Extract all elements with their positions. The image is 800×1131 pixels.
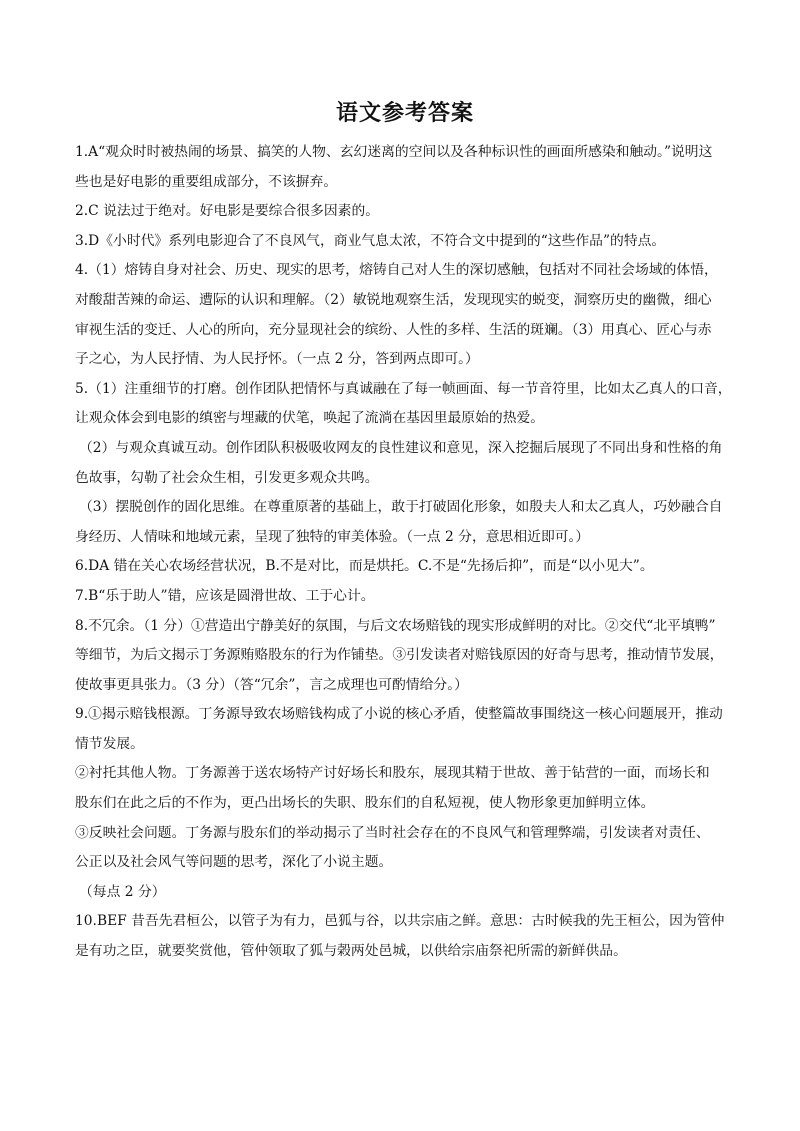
answer-line: 1.A“观众时时被热闹的场景、搞笑的人物、玄幻迷离的空间以及各种标识性的画面所感染和触动。”说明这 xyxy=(75,144,713,160)
answer-line: （2）与观众真诚互动。创作团队积极吸收网友的良性建议和意见，深入挖掘后展现了不同出身和性格的角 xyxy=(79,439,723,456)
answer-line: 等细节，为后文揭示丁务源贿赂股东的行为作铺垫。③引发读者对赔钱原因的好奇与思考，推动情节发展， xyxy=(75,647,724,664)
answer-line: 10.BEF 昔吾先君桓公，以管子为有力，邑狐与谷，以共宗庙之鲜。意思：古时候我的先王桓公，因为管仲 xyxy=(75,913,725,930)
answer-line: 情节发展。 xyxy=(75,735,144,752)
answer-line: （每点 2 分） xyxy=(79,883,166,900)
answer-line: 6.DA 错在关心农场经营状况，B.不是对比，而是烘托。C.不是“先扬后抑”，而是“以小见大”。 xyxy=(75,558,654,575)
answer-line: 是有功之臣，就要奖赏他，管仲领取了狐与榖两处邑城，以供给宗庙祭祀所需的新鲜供品。 xyxy=(75,943,627,960)
answer-line: 2.C 说法过于绝对。好电影是要综合很多因素的。 xyxy=(75,203,380,220)
page-title: 语文参考答案 xyxy=(335,101,474,126)
answer-document xyxy=(75,100,735,967)
answer-line: 色故事，勾勒了社会众生相，引发更多观众共鸣。 xyxy=(75,469,379,486)
answer-line: （3）摆脱创作的固化思维。在尊重原著的基础上，敢于打破固化形象，如殷夫人和太乙真人，巧妙融合自 xyxy=(79,499,723,516)
answer-line: 使故事更具张力。（3 分）（答“冗余”，言之成理也可酌情给分。） xyxy=(75,676,468,693)
answer-line: 对酸甜苦辣的命运、遭际的认识和理解。（2）敏锐地观察生活，发现现实的蜕变，洞察历史的幽微，细心 xyxy=(75,291,712,308)
answer-line: 4.（1）熔铸自身对社会、历史、现实的思考，熔铸自己对人生的深切感触，包括对不同社会场域的体悟， xyxy=(75,262,718,279)
answer-line: 5.（1）注重细节的打磨。创作团队把情怀与真诚融在了每一帧画面、每一节音符里，比如太乙真人的口音， xyxy=(75,380,732,397)
answer-line: 7.B“乐于助人”错，应该是圆滑世故、工于心计。 xyxy=(75,587,375,604)
answer-line: 公正以及社会风气等问题的思考，深化了小说主题。 xyxy=(75,854,393,871)
answer-line: ②衬托其他人物。丁务源善于送农场特产讨好场长和股东，展现其精于世故、善于钻营的一面，而场长和 xyxy=(75,765,710,782)
answer-line: 些也是好电影的重要组成部分，不该摒弃。 xyxy=(75,173,338,190)
answer-line: ③反映社会问题。丁务源与股东们的举动揭示了当时社会存在的不良风气和管理弊端，引发读者对责任、 xyxy=(75,824,710,841)
answer-line: 股东们在此之后的不作为，更凸出场长的失职、股东们的自私短视，使人物形象更加鲜明立体。 xyxy=(75,795,655,812)
answer-line: 3.D《小时代》系列电影迎合了不良风气，商业气息太浓，不符合文中提到的“这些作品”的特点。 xyxy=(75,232,666,249)
answer-line: 子之心，为人民抒情、为人民抒怀。（一点 2 分，答到两点即可。） xyxy=(75,351,479,368)
answer-line: 9.①揭示赔钱根源。丁务源导致农场赔钱构成了小说的核心矛盾，使整篇故事围绕这一核心问题展开，推动 xyxy=(75,706,723,723)
answer-line: 身经历、人情味和地域元素，呈现了独特的审美体验。（一点 2 分，意思相近即可。） xyxy=(75,528,590,545)
answer-line: 8.不冗余。（1 分）①营造出宁静美好的氛围，与后文农场赔钱的现实形成鲜明的对比。②交代“北平填鸭” xyxy=(75,617,716,634)
answer-line: 让观众体会到电影的缜密与埋藏的伏笔，唤起了流淌在基因里最原始的热爱。 xyxy=(75,410,545,427)
answer-line: 审视生活的变迁、人心的所向，充分显现社会的缤纷、人性的多样、生活的斑斓。（3）用真心、匠心与赤 xyxy=(75,321,712,338)
